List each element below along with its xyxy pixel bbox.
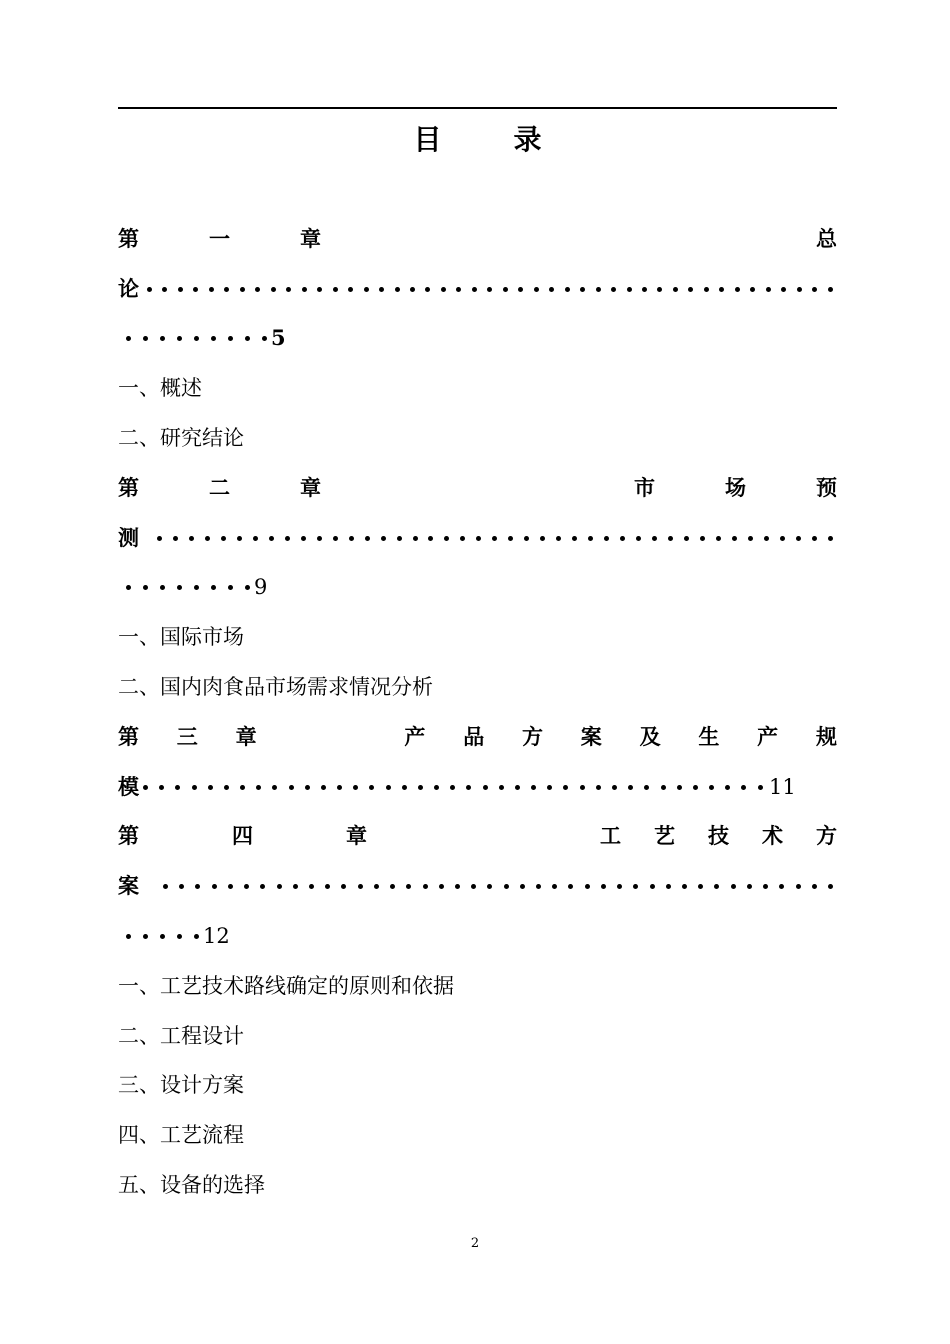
toc-chapter-4-heading[interactable] xyxy=(118,821,837,851)
char: 案 xyxy=(580,724,602,749)
toc-chapter-3-leader[interactable] xyxy=(118,772,837,802)
toc-item[interactable]: 三、设计方案 xyxy=(118,1073,244,1097)
char: 第 xyxy=(118,226,139,251)
page-number: 12 xyxy=(203,924,230,948)
char: 案 xyxy=(118,873,139,898)
toc-item[interactable]: 五、设备的选择 xyxy=(118,1173,265,1197)
toc-item[interactable]: 一、国际市场 xyxy=(118,625,244,649)
toc-chapter-2-heading[interactable] xyxy=(118,473,837,503)
toc-chapter-4-page[interactable] xyxy=(118,921,845,951)
char: 预 xyxy=(816,475,837,500)
toc-chapter-2-page[interactable] xyxy=(118,572,845,602)
toc-chapter-1-leader[interactable] xyxy=(118,274,837,304)
toc-title-char-2: 录 xyxy=(513,123,542,156)
dot-leader xyxy=(157,536,833,541)
toc-title xyxy=(118,120,837,160)
char: 一 xyxy=(209,226,230,251)
char: 方 xyxy=(816,823,837,848)
char: 论 xyxy=(118,276,139,301)
char: 生 xyxy=(698,724,720,749)
toc-chapter-1-heading[interactable] xyxy=(118,224,837,254)
char: 术 xyxy=(762,823,783,848)
char: 第 xyxy=(118,475,139,500)
page-number: 11 xyxy=(769,775,796,799)
char: 技 xyxy=(708,823,729,848)
header-rule xyxy=(118,107,837,109)
toc-title-char-1: 目 xyxy=(413,123,442,156)
char: 章 xyxy=(235,724,257,749)
dot-leader xyxy=(143,785,763,790)
footer-page-number: 2 xyxy=(470,1236,480,1251)
char: 章 xyxy=(300,226,321,251)
char: 市 xyxy=(634,475,655,500)
page-number: 9 xyxy=(254,575,268,599)
toc-item[interactable]: 一、概述 xyxy=(118,376,202,400)
char: 艺 xyxy=(654,823,675,848)
char: 总 xyxy=(816,226,837,251)
char: 场 xyxy=(725,475,746,500)
char: 章 xyxy=(346,823,367,848)
toc-item[interactable]: 二、研究结论 xyxy=(118,426,244,450)
toc-chapter-4-leader[interactable] xyxy=(118,871,837,901)
char: 方 xyxy=(521,724,543,749)
char: 及 xyxy=(639,724,661,749)
toc-chapter-2-leader[interactable] xyxy=(118,523,837,553)
char: 模 xyxy=(118,774,139,799)
char: 章 xyxy=(300,475,321,500)
dot-leader xyxy=(147,287,833,292)
toc-item[interactable]: 一、工艺技术路线确定的原则和依据 xyxy=(118,974,454,998)
char: 品 xyxy=(463,724,485,749)
char: 产 xyxy=(404,724,426,749)
char: 测 xyxy=(118,525,139,550)
toc-item[interactable]: 二、工程设计 xyxy=(118,1024,244,1048)
page-number: 5 xyxy=(271,325,286,350)
char: 第 xyxy=(118,823,139,848)
char: 产 xyxy=(757,724,779,749)
char: 工 xyxy=(600,823,621,848)
char: 三 xyxy=(176,724,198,749)
char: 四 xyxy=(232,823,253,848)
char: 第 xyxy=(118,724,139,749)
char: 二 xyxy=(209,475,230,500)
toc-chapter-3-heading[interactable] xyxy=(118,722,837,752)
char: 规 xyxy=(815,724,837,749)
dot-leader xyxy=(163,884,833,889)
toc-item[interactable]: 四、工艺流程 xyxy=(118,1123,244,1147)
toc-chapter-1-page[interactable] xyxy=(118,323,845,353)
toc-item[interactable]: 二、国内肉食品市场需求情况分析 xyxy=(118,675,433,699)
